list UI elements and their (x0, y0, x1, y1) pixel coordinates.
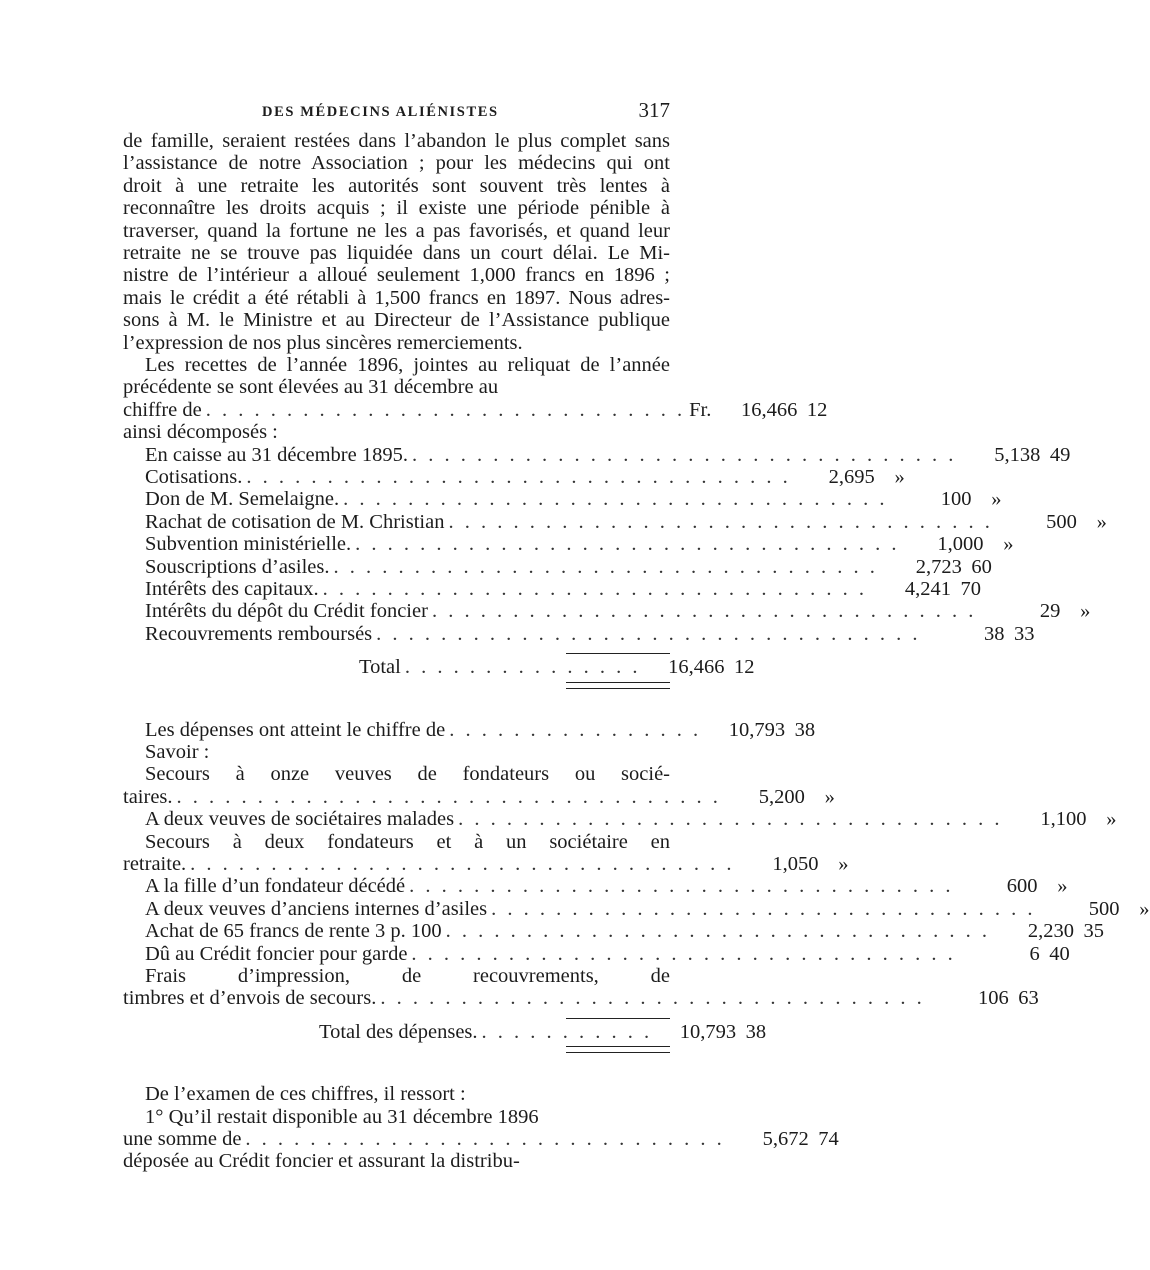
amount-francs: 1,050 (772, 852, 819, 875)
item-label: Intérêts du dépôt du Crédit foncier (145, 600, 428, 623)
amount-francs: 5,138 (994, 443, 1041, 466)
item-label: Souscriptions d’asiles. (145, 555, 330, 578)
amount-cents: » (1139, 897, 1150, 920)
item-label: A la fille d’un fondateur décédé (145, 875, 406, 898)
conclusion-line: 1° Qu’il restait disponible au 31 décembre 1896 (145, 1105, 539, 1128)
amount-cents: » (1080, 600, 1091, 623)
currency-prefix: Fr. (689, 398, 712, 421)
amount-cents: 33 (1014, 622, 1035, 645)
amount-cents: » (894, 466, 905, 489)
receipts-intro-line: précédente se sont élevées au 31 décembre au (123, 376, 499, 399)
leader-dots: . . . . . . . . . . . . . . . . . . . . . . . . . . . . . . . . . . (343, 488, 888, 511)
amount-francs: 600 (1006, 875, 1038, 898)
expense-item (123, 897, 1150, 920)
total-double-rule (566, 682, 670, 689)
conclusion-line: déposée au Crédit foncier et assurant la distribu- (123, 1150, 520, 1173)
receipt-item (123, 466, 905, 489)
amount-cents: 60 (971, 555, 992, 578)
running-head (0, 98, 800, 128)
page-body (123, 130, 1150, 1173)
expenses-intro-row (123, 718, 816, 741)
expense-item (123, 920, 1104, 943)
leader-dots: . . . . . . . . . . . . . . . (404, 656, 641, 679)
expense-line: Secours à deux fondateurs et à un sociétaire en (145, 830, 670, 853)
expenses-total-row (123, 1020, 767, 1043)
total-double-rule (566, 1046, 670, 1053)
receipts-section (123, 354, 1107, 689)
leader-dots: . . . . . . . . . . . . . . . . . . . . . . . . . . . . . . . . . . (376, 622, 921, 645)
conclusion-amount-row (123, 1127, 839, 1150)
amount-cents: » (824, 785, 835, 808)
receipts-total-line (123, 398, 828, 421)
item-label: Dû au Crédit foncier pour garde (145, 942, 408, 965)
leader-dots: . . . . . . . . . . . . . . . . . . . . . . . . . . . . . . . . . . (412, 443, 957, 466)
expenses-section (123, 718, 1150, 1054)
receipt-item (123, 443, 1071, 466)
leader-dots: . . . . . . . . . . . . . . . . . . . . . . . . . . . . . . . . . . (491, 897, 1036, 920)
expense-line: Frais d’impression, de recouvrements, de (145, 964, 670, 987)
amount-francs: 6 (1029, 942, 1040, 965)
amount-cents: » (1003, 533, 1014, 556)
leader-dots: . . . . . . . . . . . . . . . . . . . . . . . . . . . . . . . . . . (322, 578, 867, 601)
expenses-savoir-label: Savoir : (145, 740, 210, 763)
sum-rule (566, 1018, 670, 1019)
paragraph-line: retraite ne se trouve pas liquidée dans un court délai. Le Mi- (123, 242, 670, 265)
amount-francs: 106 (977, 987, 1009, 1010)
item-label: Rachat de cotisation de M. Christian (145, 510, 445, 533)
amount-francs: 16,466 (668, 656, 725, 679)
item-label: En caisse au 31 décembre 1895. (145, 443, 408, 466)
paragraph-line: de famille, seraient restées dans l’abandon le plus complet sans (123, 130, 670, 152)
sum-rule (566, 653, 670, 654)
receipt-item (123, 600, 1091, 623)
running-head-title: DES MÉDECINS ALIÉNISTES (262, 104, 499, 120)
amount-francs: 10,793 (679, 1020, 737, 1043)
amount-francs: 5,672 (762, 1127, 809, 1150)
amount-cents: 38 (745, 1020, 767, 1043)
conclusion-line: De l’examen de ces chiffres, il ressort : (145, 1083, 466, 1106)
leader-dots: . . . . . . . . . . . . . . . . . . . . . . . . . . . . . . . . . . (176, 785, 721, 808)
leader-dots: . . . . . . . . . . . . . . . . . . . . . . . . . . . . . . . . . . (431, 600, 977, 623)
receipts-list (123, 443, 1107, 646)
conclusion-amount-label: une somme de (123, 1127, 242, 1150)
paragraph-line: mais le crédit a été rétabli à 1,500 francs en 1897. Nous adres- (123, 286, 670, 309)
leader-dots: . . . . . . . . . . . . . . . . . . . . . . . . . . . . . . . . . . (333, 555, 878, 578)
amount-cents: » (1057, 875, 1068, 898)
paragraph-line: nistre de l’intérieur a alloué seulement 1,000 francs en 1896 ; (123, 264, 670, 287)
item-label: timbres et d’envois de secours. (123, 987, 377, 1010)
expense-item (123, 785, 835, 808)
receipt-item (123, 578, 981, 601)
amount-francs: 16,466 (740, 398, 798, 421)
item-label: A deux veuves de sociétaires malades (145, 808, 455, 831)
amount-cents: » (1106, 808, 1117, 831)
amount-cents: 12 (806, 398, 828, 421)
paragraph-line: droit à une retraite les autorités sont souvent très lentes à (123, 174, 670, 197)
amount-francs: 2,695 (828, 466, 875, 489)
amount-francs: 2,230 (1027, 920, 1074, 943)
amount-francs: 2,723 (915, 555, 962, 578)
amount-francs: 38 (984, 622, 1005, 645)
amount-cents: » (838, 852, 849, 875)
receipts-total-label: Total (359, 656, 401, 679)
amount-francs: 1,000 (937, 533, 984, 556)
item-label: Don de M. Semelaigne. (145, 488, 340, 511)
leader-dots: . . . . . . . . . . . (481, 1020, 653, 1043)
leader-dots: . . . . . . . . . . . . . . . . . . . . . . . . . . . . . . . . . . (355, 533, 900, 556)
item-label: Intérêts des capitaux. (145, 578, 319, 601)
item-label: Subvention ministérielle. (145, 533, 352, 556)
amount-cents: » (1096, 510, 1107, 533)
receipt-item (123, 510, 1107, 533)
item-label: Achat de 65 francs de rente 3 p. 100 (145, 920, 442, 943)
receipts-intro-line: Les recettes de l’année 1896, jointes au reliquat de l’année (145, 354, 670, 377)
receipts-chiffre-label: chiffre de (123, 398, 202, 421)
paragraph-line: l’expression de nos plus sincères remerciements. (123, 331, 523, 354)
item-label: Cotisations. (145, 466, 243, 489)
receipt-item (123, 622, 1035, 645)
expenses-intro-label: Les dépenses ont atteint le chiffre de (145, 718, 446, 741)
leader-dots: . . . . . . . . . . . . . . . . . . . . . . . . . . . . . . . . . . (246, 466, 791, 489)
amount-cents: 70 (960, 578, 981, 601)
item-label: taires. (123, 785, 173, 808)
leader-dots: . . . . . . . . . . . . . . . . . . . . . . . . . . . . . . . . . . (380, 987, 925, 1010)
expense-line: Secours à onze veuves de fondateurs ou socié- (145, 763, 670, 786)
expense-item (123, 808, 1117, 831)
expense-item (123, 852, 849, 875)
leader-dots: . . . . . . . . . . . . . . . . . . . . . . . . . . . . . . . . . . (445, 920, 990, 943)
item-label: retraite. (123, 852, 187, 875)
expense-item (123, 875, 1068, 898)
amount-francs: 29 (1039, 600, 1061, 623)
receipts-decomposed-label: ainsi décomposés : (123, 421, 278, 444)
amount-francs: 500 (1088, 897, 1120, 920)
receipt-item (123, 533, 1014, 556)
leader-dots: . . . . . . . . . . . . . . . . . . . . . . . . . . . . . . . . . . (190, 852, 735, 875)
amount-francs: 500 (1046, 510, 1077, 533)
amount-francs: 100 (940, 488, 972, 511)
amount-cents: 63 (1018, 987, 1039, 1010)
paragraph-line: reconnaître les droits acquis ; il existe une période pénible à (123, 197, 670, 220)
leader-dots: . . . . . . . . . . . . . . . . . . . . . . . . . . . . . . . . . . (409, 875, 954, 898)
amount-cents: 40 (1049, 942, 1070, 965)
item-label: Recouvrements remboursés (145, 622, 373, 645)
item-label: A deux veuves d’anciens internes d’asiles (145, 897, 488, 920)
amount-cents: 74 (818, 1127, 839, 1150)
amount-francs: 1,100 (1040, 808, 1087, 831)
leader-dots: . . . . . . . . . . . . . . . . . . . . . . . . . . . . . . . . . . (448, 510, 993, 533)
leader-dots: . . . . . . . . . . . . . . . . . . . . . . . . . . . . . . (245, 1127, 725, 1150)
receipt-item (123, 555, 992, 578)
expense-item (123, 987, 1039, 1010)
amount-cents: 35 (1083, 920, 1104, 943)
paragraph-line: traverser, quand la fortune ne les a pas favorisés, et quand leur (123, 219, 670, 242)
amount-cents: 38 (794, 718, 816, 741)
paragraph-line: sons à M. le Ministre et au Directeur de l’Assistance publique (123, 309, 670, 332)
page-number: 317 (638, 98, 670, 122)
expenses-total-label: Total des dépenses. (319, 1020, 478, 1043)
amount-cents: 12 (733, 656, 755, 679)
receipt-item (123, 488, 1002, 511)
conclusion-section (123, 1083, 839, 1173)
expense-item (123, 942, 1070, 965)
amount-francs: 5,200 (758, 785, 805, 808)
paragraph-association (123, 130, 670, 354)
amount-cents: 49 (1049, 443, 1071, 466)
amount-francs: 10,793 (728, 718, 786, 741)
leader-dots: . . . . . . . . . . . . . . . . . . . . . . . . . . . . . . . . . . (411, 942, 956, 965)
leader-dots: . . . . . . . . . . . . . . . . . . . . . . . . . . . . . . . . . . (458, 808, 1003, 831)
receipts-total-row (123, 656, 755, 679)
amount-cents: » (991, 488, 1002, 511)
leader-dots: . . . . . . . . . . . . . . . . (449, 718, 702, 741)
amount-francs: 4,241 (904, 578, 951, 601)
leader-dots: . . . . . . . . . . . . . . . . . . . . . . . . . . . . . . (205, 398, 686, 421)
paragraph-line: l’assistance de notre Association ; pour les médecins qui ont (123, 152, 670, 175)
expenses-list (123, 763, 1150, 1010)
